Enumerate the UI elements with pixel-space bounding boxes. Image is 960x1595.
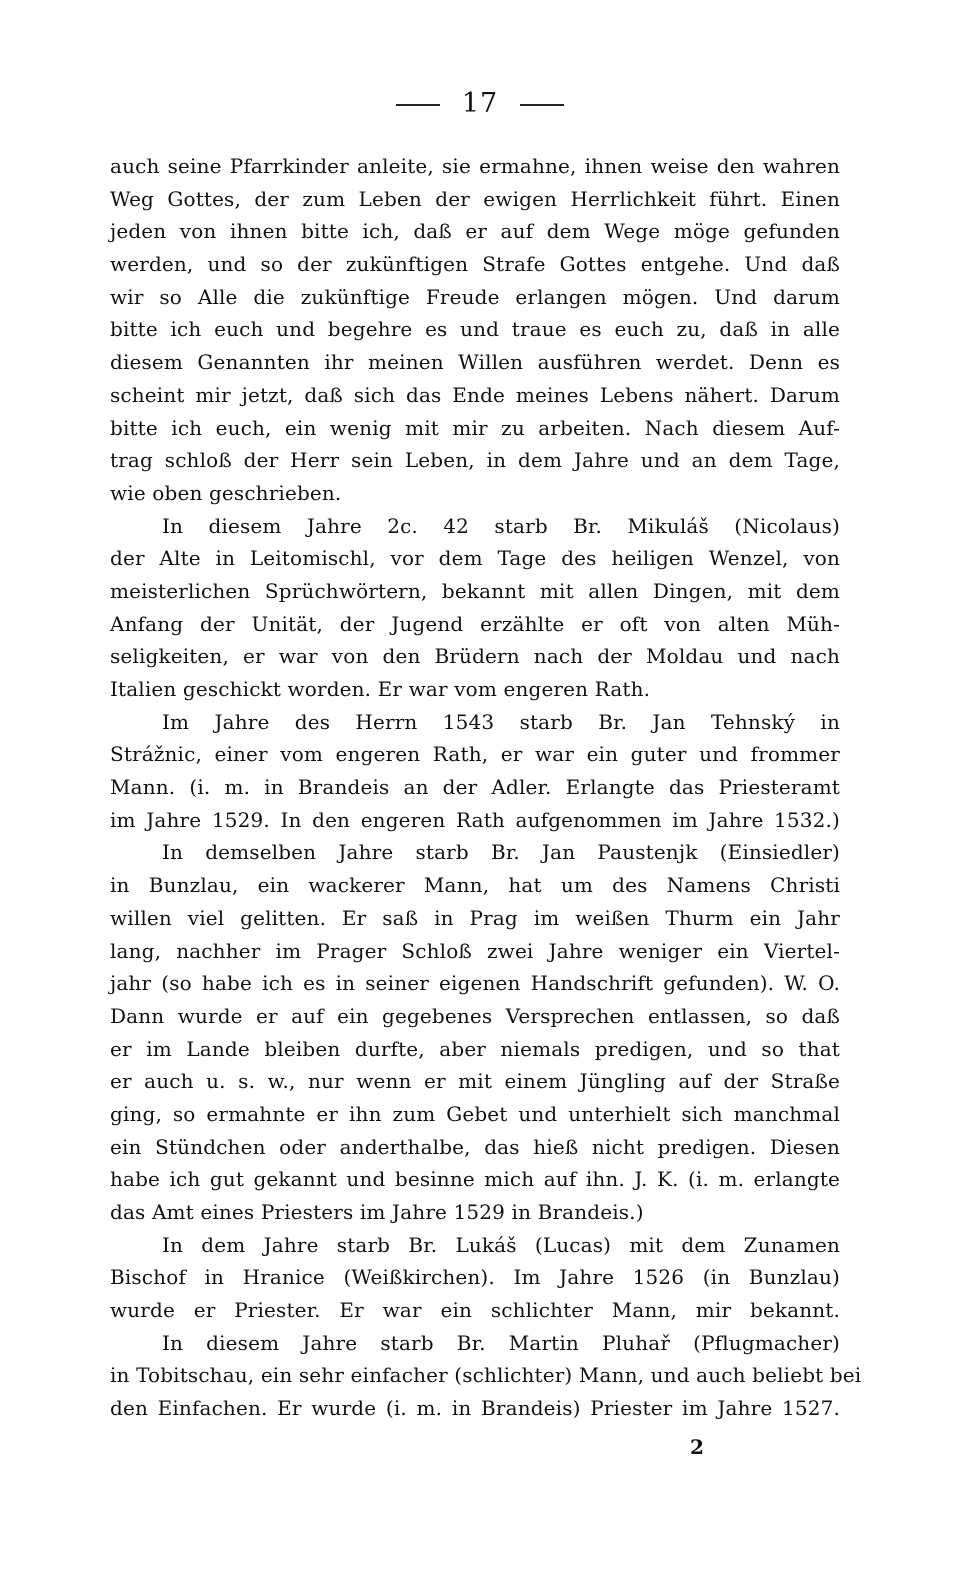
text-line: In demselben Jahre starb Br. Jan Paustenjk (Einsiedler) — [162, 840, 840, 865]
page-header — [0, 88, 960, 119]
text-line: In diesem Jahre starb Br. Martin Pluhař (Pflugmacher) — [162, 1330, 840, 1355]
text-line: Dann wurde er auf ein gegebenes Versprechen entlassen, so daß — [110, 1003, 840, 1028]
text-line: ging, so ermahnte er ihn zum Gebet und unterhielt sich manchmal — [110, 1101, 840, 1126]
header-dash-right — [520, 104, 564, 106]
text-line: Bischof in Hranice (Weißkirchen). Im Jahre 1526 (in Bunzlau) — [110, 1265, 840, 1290]
text-line: er auch u. s. w., nur wenn er mit einem Jüngling auf der Straße — [110, 1069, 840, 1094]
page-number: 17 — [461, 88, 499, 119]
text-line: jahr (so habe ich es in seiner eigenen Handschrift gefunden). W. O. — [110, 971, 840, 996]
text-line: das Amt eines Priesters im Jahre 1529 in Brandeis.) — [110, 1200, 644, 1224]
text-line: werden, und so der zukünftigen Strafe Gottes entgehe. Und daß — [110, 252, 840, 277]
text-line: In dem Jahre starb Br. Lukáš (Lucas) mit dem Zunamen — [162, 1232, 840, 1257]
body-text — [110, 150, 862, 1425]
text-line: wurde er Priester. Er war ein schlichter Mann, mir bekannt. — [110, 1298, 840, 1323]
text-line: lang, nachher im Prager Schloß zwei Jahre weniger ein Viertel- — [110, 938, 840, 963]
text-line: Strážnic, einer vom engeren Rath, er war ein guter und frommer — [110, 742, 840, 767]
text-line: diesem Genannten ihr meinen Willen ausführen werdet. Denn es — [110, 350, 840, 375]
text-line: meisterlichen Sprüchwörtern, bekannt mit allen Dingen, mit dem — [110, 578, 840, 603]
text-line: Anfang der Unität, der Jugend erzählte er oft von alten Müh- — [110, 611, 840, 636]
text-line: Im Jahre des Herrn 1543 starb Br. Jan Tehnský in — [162, 709, 840, 734]
text-line: wir so Alle die zukünftige Freude erlangen mögen. Und darum — [110, 284, 840, 309]
text-line: er im Lande bleiben durfte, aber niemals predigen, und so that — [110, 1036, 840, 1061]
text-line: ein Stündchen oder anderthalbe, das hieß nicht predigen. Diesen — [110, 1134, 840, 1159]
text-line: In diesem Jahre 2c. 42 starb Br. Mikuláš (Nicolaus) — [162, 513, 840, 538]
text-line: jeden von ihnen bitte ich, daß er auf dem Wege möge gefunden — [110, 219, 840, 244]
header-dash-left — [396, 104, 440, 106]
text-line: seligkeiten, er war von den Brüdern nach der Moldau und nach — [110, 644, 840, 669]
text-line: habe ich gut gekannt und besinne mich auf ihn. J. K. (i. m. erlangte — [110, 1167, 840, 1192]
text-line: der Alte in Leitomischl, vor dem Tage des heiligen Wenzel, von — [110, 546, 840, 571]
text-line: bitte ich euch, ein wenig mit mir zu arbeiten. Nach diesem Auf- — [110, 415, 840, 440]
signature-mark: 2 — [690, 1435, 704, 1459]
text-line: im Jahre 1529. In den engeren Rath aufgenommen im Jahre 1532.) — [110, 807, 840, 832]
text-line: in Bunzlau, ein wackerer Mann, hat um des Namens Christi — [110, 873, 840, 898]
text-line: wie oben geschrieben. — [110, 480, 342, 505]
text-line: scheint mir jetzt, daß sich das Ende meines Lebens nähert. Darum — [110, 382, 840, 407]
text-line: Mann. (i. m. in Brandeis an der Adler. Erlangte das Priesteramt — [110, 775, 840, 800]
text-line: Weg Gottes, der zum Leben der ewigen Herrlichkeit führt. Einen — [110, 186, 840, 211]
text-line: auch seine Pfarrkinder anleite, sie ermahne, ihnen weise den wahren — [110, 154, 840, 178]
text-line: willen viel gelitten. Er saß in Prag im weißen Thurm ein Jahr — [110, 905, 840, 930]
text-line: Italien geschickt worden. Er war vom engeren Rath. — [110, 677, 651, 701]
text-line: trag schloß der Herr sein Leben, in dem Jahre und an dem Tage, — [110, 448, 840, 473]
text-line: in Tobitschau, ein sehr einfacher (schlichter) Mann, und auch beliebt bei — [110, 1363, 862, 1388]
text-line: den Einfachen. Er wurde (i. m. in Brandeis) Priester im Jahre 1527. — [110, 1396, 840, 1421]
text-line: bitte ich euch und begehre es und traue es euch zu, daß in alle — [110, 317, 840, 342]
